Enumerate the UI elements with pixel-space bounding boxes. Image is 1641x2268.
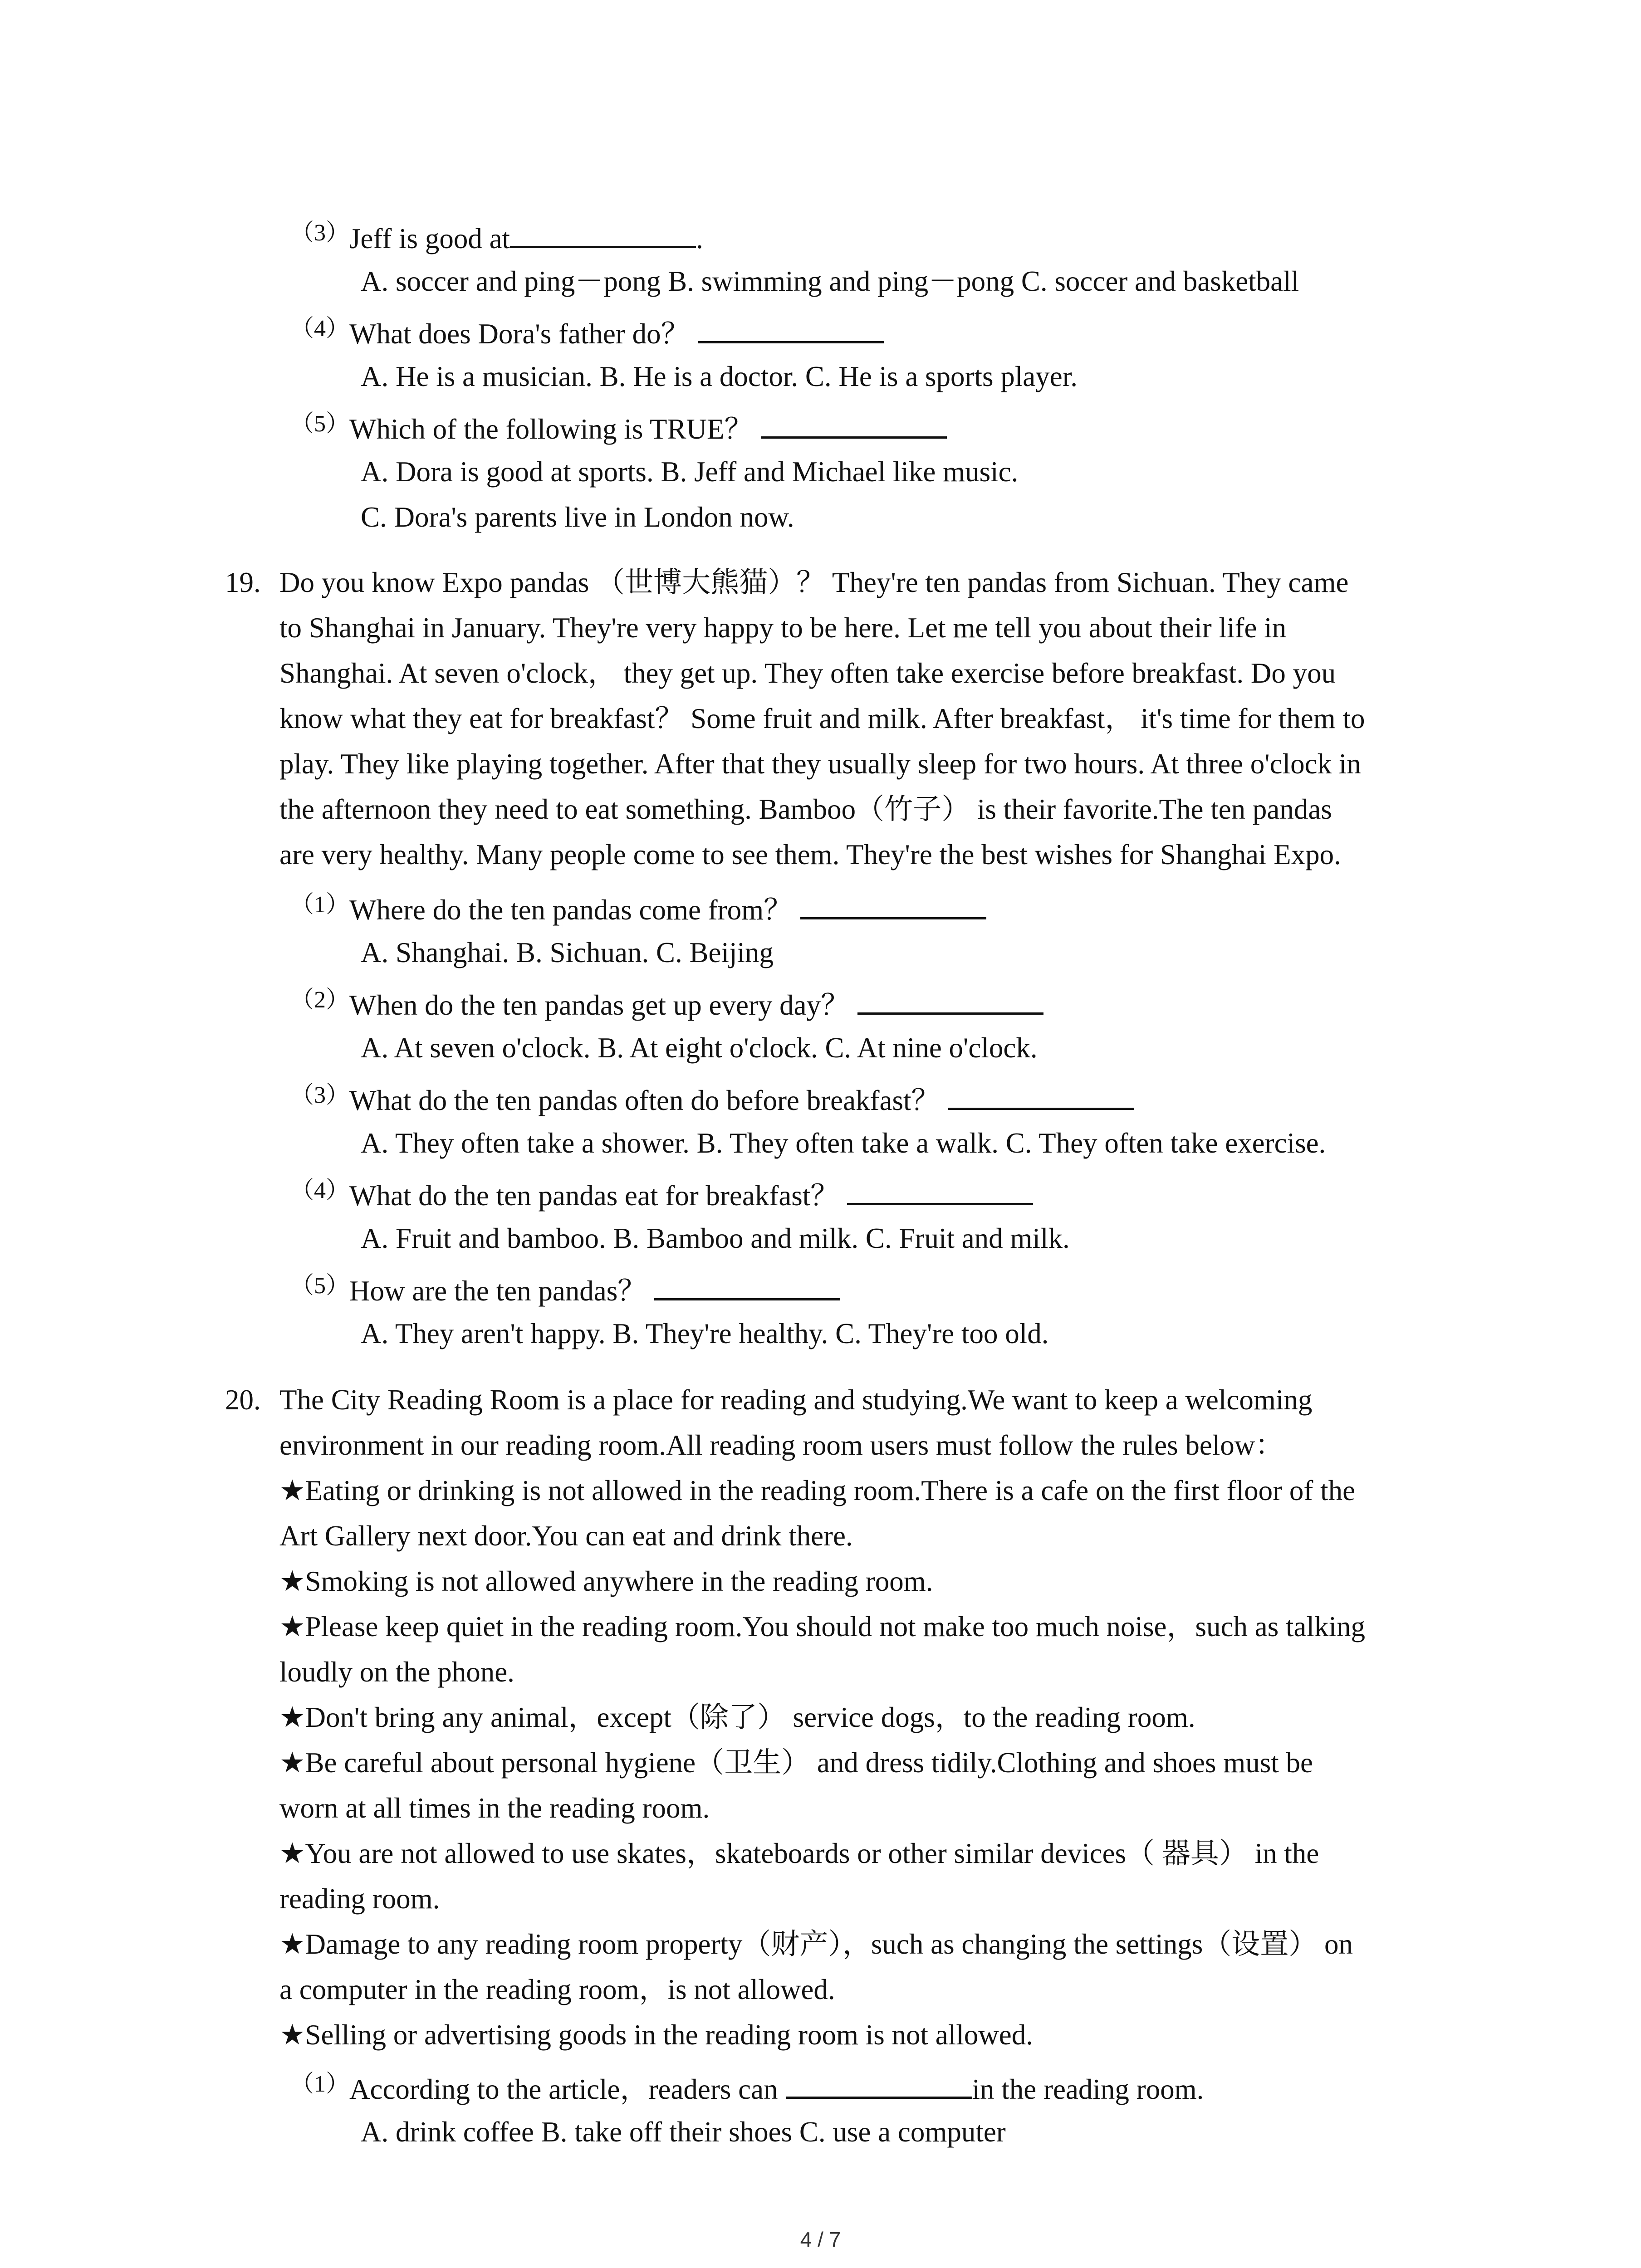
q20-sub1-options: A. drink coffee B. take off their shoes C. use a computer xyxy=(361,2116,1006,2148)
q19-sub2-number: （2） xyxy=(290,987,350,1013)
q18-sub3-after: . xyxy=(696,223,703,254)
answer-blank[interactable] xyxy=(761,408,947,439)
q20-passage-line: environment in our reading room.All reading room users must follow the rules below： xyxy=(279,1429,1284,1461)
q19-sub3-options: A. They often take a shower. B. They often take a walk. C. They often take exercise. xyxy=(361,1127,1326,1159)
page-number: 4 / 7 xyxy=(800,2228,841,2251)
q20-passage-line: The City Reading Room is a place for reading and studying.We want to keep a welcoming xyxy=(279,1384,1313,1416)
q19-sub5-number: （5） xyxy=(290,1273,350,1299)
q20-passage-line: ★Eating or drinking is not allowed in the reading room.There is a cafe on the first floor of the xyxy=(279,1475,1356,1506)
q20-passage-line: ★Don't bring any animal，except（除了） service dogs，to the reading room. xyxy=(279,1701,1195,1733)
q20-passage-line: ★Please keep quiet in the reading room.You should not make too much noise，such as talking xyxy=(279,1611,1365,1642)
q19-passage-line: the afternoon they need to eat something. Bamboo（竹子） is their favorite.The ten pandas xyxy=(279,793,1332,825)
q19-passage-line: Do you know Expo pandas （世博大熊猫）？ They're ten pandas from Sichuan. They came xyxy=(279,567,1349,598)
q20-passage-line: a computer in the reading room，is not allowed. xyxy=(279,1974,835,2005)
q19-sub4-text: What do the ten pandas eat for breakfast？ xyxy=(349,1180,839,1212)
q20-passage-line: ★Smoking is not allowed anywhere in the reading room. xyxy=(279,1565,933,1597)
q19-passage-line: know what they eat for breakfast？ Some fruit and milk. After breakfast， it's time for them to xyxy=(279,703,1365,734)
answer-blank[interactable] xyxy=(786,2068,972,2099)
q18-sub5-options-1: A. Dora is good at sports. B. Jeff and Michael like music. xyxy=(361,456,1019,488)
q18-sub5-options-2: C. Dora's parents live in London now. xyxy=(361,501,794,533)
answer-blank[interactable] xyxy=(847,1175,1033,1205)
q19-passage-line: play. They like playing together. After that they usually sleep for two hours. At three o'clock in xyxy=(279,748,1361,780)
q20-passage-line: Art Gallery next door.You can eat and drink there. xyxy=(279,1520,853,1552)
q19-sub1-question xyxy=(349,889,986,928)
q19-sub4-number: （4） xyxy=(290,1178,350,1203)
q18-sub4-options: A. He is a musician. B. He is a doctor. C. He is a sports player. xyxy=(361,361,1078,392)
q18-sub3-number: （3） xyxy=(290,220,350,246)
q18-sub4-question xyxy=(349,313,884,352)
q18-sub3-options: A. soccer and ping－pong B. swimming and ping－pong C. soccer and basketball xyxy=(361,265,1299,297)
q20-passage-line: reading room. xyxy=(279,1883,440,1915)
q18-sub3-text: Jeff is good at xyxy=(349,223,510,254)
q20-passage-line: ★Damage to any reading room property（财产），such as changing the settings（设置） on xyxy=(279,1928,1353,1960)
q18-sub5-text: Which of the following is TRUE？ xyxy=(349,413,753,445)
q20-sub1-question xyxy=(349,2068,1204,2107)
answer-blank[interactable] xyxy=(698,313,884,343)
answer-blank[interactable] xyxy=(654,1270,840,1300)
q18-sub4-text: What does Dora's father do？ xyxy=(349,318,690,350)
q19-sub3-question xyxy=(349,1080,1134,1119)
q20-passage-line: ★Be careful about personal hygiene（卫生） and dress tidily.Clothing and shoes must be xyxy=(279,1747,1313,1779)
q19-sub5-text: How are the ten pandas？ xyxy=(349,1275,647,1307)
q19-passage-line: Shanghai. At seven o'clock， they get up. They often take exercise before breakfast. Do you xyxy=(279,657,1336,689)
answer-blank[interactable] xyxy=(857,984,1043,1015)
q19-sub3-text: What do the ten pandas often do before breakfast？ xyxy=(349,1085,940,1116)
answer-blank[interactable] xyxy=(510,218,696,248)
answer-blank[interactable] xyxy=(948,1080,1134,1110)
q20-number: 20. xyxy=(225,1384,261,1416)
q20-passage-line: ★Selling or advertising goods in the reading room is not allowed. xyxy=(279,2019,1033,2051)
q19-sub5-options: A. They aren't happy. B. They're healthy. C. They're too old. xyxy=(361,1318,1049,1349)
q19-sub5-question xyxy=(349,1270,840,1309)
q20-passage-line: worn at all times in the reading room. xyxy=(279,1792,710,1824)
q19-sub2-options: A. At seven o'clock. B. At eight o'clock. C. At nine o'clock. xyxy=(361,1032,1038,1064)
q19-sub1-number: （1） xyxy=(290,892,350,918)
q18-sub5-question xyxy=(349,408,947,447)
q20-sub1-number: （1） xyxy=(290,2071,350,2097)
q19-sub4-question xyxy=(349,1175,1033,1214)
q19-sub1-text: Where do the ten pandas come from？ xyxy=(349,894,793,926)
q19-sub2-text: When do the ten pandas get up every day？ xyxy=(349,989,850,1021)
q18-sub3-question xyxy=(349,218,703,257)
q20-sub1-after: in the reading room. xyxy=(972,2073,1204,2105)
q19-passage-line: are very healthy. Many people come to see them. They're the best wishes for Shanghai Expo. xyxy=(279,839,1341,870)
q20-passage-line: loudly on the phone. xyxy=(279,1656,514,1688)
q19-sub4-options: A. Fruit and bamboo. B. Bamboo and milk. C. Fruit and milk. xyxy=(361,1222,1070,1254)
q19-number: 19. xyxy=(225,567,261,598)
q19-sub2-question xyxy=(349,984,1043,1023)
q20-sub1-text: According to the article，readers can xyxy=(349,2073,778,2105)
q18-sub4-number: （4） xyxy=(290,316,350,342)
q19-passage-line: to Shanghai in January. They're very happy to be here. Let me tell you about their life in xyxy=(279,612,1287,644)
answer-blank[interactable] xyxy=(800,889,986,919)
q19-sub3-number: （3） xyxy=(290,1082,350,1108)
q19-sub1-options: A. Shanghai. B. Sichuan. C. Beijing xyxy=(361,937,774,968)
q20-passage-line: ★You are not allowed to use skates，skateboards or other similar devices（ 器具） in the xyxy=(279,1838,1319,1869)
q18-sub5-number: （5） xyxy=(290,411,350,437)
